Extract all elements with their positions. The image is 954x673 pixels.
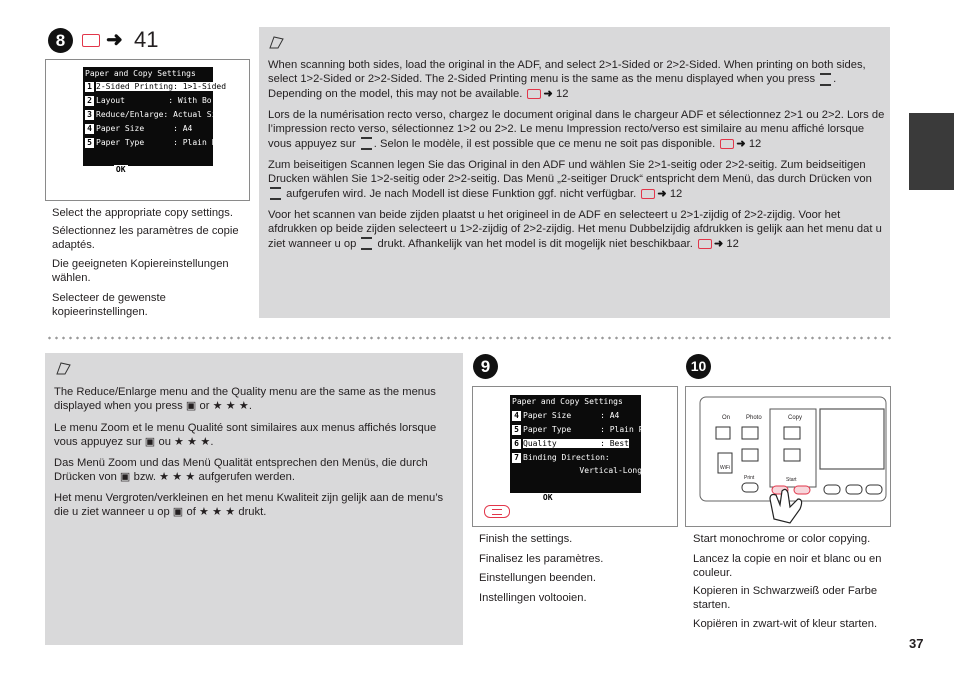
step9-caption-fr: Finalisez les paramètres. — [479, 553, 604, 565]
step10-caption-en: Start monochrome or color copying. — [693, 533, 871, 545]
caption-nl: Selecteer de gewenste kopieerinstellingen. — [52, 292, 166, 319]
page-number: 37 — [909, 636, 924, 651]
step9-caption-nl: Instellingen voltooien. — [479, 592, 587, 604]
lcd-row: Vertical-Long — [512, 466, 643, 475]
book-icon — [720, 139, 734, 149]
lcd-row: 2 Layout : With Border — [85, 95, 231, 107]
stars-icon: ★ ★ ★ — [174, 436, 211, 449]
lcd-screen — [510, 395, 663, 514]
lcd-row: 6 Quality : Best — [512, 438, 629, 450]
lcd-row: 3 Reduce/Enlarge: Actual Size — [85, 109, 226, 121]
start-color-button[interactable] — [797, 484, 811, 493]
on-label: On — [722, 415, 731, 421]
step10-caption-nl: Kopiëren in zwart-wit of kleur starten. — [693, 618, 878, 630]
lcd-screen — [83, 67, 236, 186]
note2-de: Das Menü Zoom und das Menü Qualität entsprechen den Menüs, die durch Drücken von ▣ bzw. ★ ★ ★ aufgerufen werden. — [54, 457, 428, 484]
lcd-row: 5 Paper Type : Plain Paper — [512, 424, 663, 436]
copy-label: Copy — [788, 415, 803, 421]
note-pencil-icon — [56, 362, 72, 375]
step10-caption-de: Kopieren in Schwarzweiß oder Farbe starten. — [693, 585, 878, 612]
lcd-row: 1 2-Sided Printing: 1>1-Sided — [85, 81, 226, 93]
dotted-separator — [46, 336, 891, 340]
control-panel-illustration — [685, 386, 891, 527]
arrow-right-icon: ➜ — [106, 29, 123, 51]
copy-button-icon: ▣ — [119, 471, 131, 484]
start-bw-button[interactable] — [775, 484, 789, 493]
lcd-title: Paper and Copy Settings — [512, 397, 623, 406]
note2-nl: Het menu Vergroten/verkleinen en het menu Kwaliteit zijn gelijk aan de menu’s die u ziet wanneer u op ▣ of ★ ★ ★ drukt. — [54, 492, 444, 519]
menu-icon — [820, 73, 831, 86]
book-icon — [527, 89, 541, 99]
menu-icon — [361, 237, 372, 250]
lcd-row: 7 Binding Direction: — [512, 452, 610, 464]
copy-button-icon: ▣ — [185, 400, 197, 413]
note1-nl: Voor het scannen van beide zijden plaatst u het origineel in de ADF en selecteert u 2>1-zijdig of 2>2-zijdig. Voor het afdrukken op beide zijden selecteert u 1>2-zijdig of 2>2-zijdig. Het menu Dubbelzijdig afdrukken is gelijk aan het menu dat u ziet wanneer u op drukt. Afhankelijk van het model is dit mogelijk niet beschikbaar. ➜ 12 — [268, 209, 882, 250]
screen-illustration-frame — [472, 386, 678, 527]
screen-illustration-frame — [45, 59, 250, 201]
lcd-footer: OK Adjust ☰Done — [542, 493, 589, 514]
menu-button-icon — [484, 505, 510, 518]
note2-fr: Le menu Zoom et le menu Qualité sont similaires aux menus affichés lorsque vous appuyez sur ▣ ou ★ ★ ★. — [54, 422, 437, 449]
lcd-footer: OK Adjust ☰Done — [115, 165, 162, 186]
stars-icon: ★ ★ ★ — [212, 400, 249, 413]
book-icon — [641, 189, 655, 199]
caption-en: Select the appropriate copy settings. — [52, 207, 233, 219]
book-icon — [80, 32, 102, 50]
menu-icon: ☰ — [131, 177, 140, 186]
lcd-row: 4 Paper Size : A4 — [85, 123, 192, 135]
arrow-right-icon: ➜ — [713, 237, 724, 250]
copy-button-icon: ▣ — [144, 436, 156, 449]
note1-fr: Lors de la numérisation recto verso, chargez le document original dans le chargeur ADF et sélectionnez 2>1 ou 2>2. Lors de l’impression recto verso, sélectionnez 1>2 ou 2>2. Le menu Impression recto/verso est similaire au menu affiché lorsque vous appuyez sur . Selon le modèle, il est possible que ce menu ne soit pas disponible. ➜ 12 — [268, 109, 885, 150]
note1-en: When scanning both sides, load the original in the ADF, and select 2>1-Sided or 2>2-Sided. When printing on both sides, select 1>2-Sided or 2>2-Sided. The 2-Sided Printing menu is the same as the menu displayed when you press . Depending on the model, this may not be available. ➜ 12 — [268, 59, 866, 100]
menu-icon — [361, 137, 372, 150]
chapter-side-tab — [909, 113, 954, 190]
wifi-label: WiFi — [720, 465, 730, 471]
step-number-badge: 8 — [48, 28, 73, 53]
lcd-title: Paper and Copy Settings — [85, 69, 196, 78]
copy-button-icon: ▣ — [172, 506, 184, 519]
stars-icon: ★ ★ ★ — [159, 471, 196, 484]
arrow-right-icon: ➜ — [736, 137, 746, 150]
stars-icon: ★ ★ ★ — [198, 506, 236, 519]
note2-en: The Reduce/Enlarge menu and the Quality menu are the same as the menus displayed when you press ▣ or ★ ★ ★. — [54, 386, 436, 413]
caption-fr: Sélectionnez les paramètres de copie adaptés. — [52, 225, 239, 252]
step9-caption-de: Einstellungen beenden. — [479, 572, 596, 584]
print-label: Print — [744, 475, 755, 481]
note1-de: Zum beiseitigen Scannen legen Sie das Original in den ADF und wählen Sie 2>1-seitig oder 2>2-seitig. Zum beidseitigen Drucken wählen Sie 1>2-seitig oder 2>2-seitig. Das Menü „2-seitiger Druck“ entspricht dem Menü, das durch Drücken von aufgerufen wird. Je nach Modell ist diese Funktion ggf. nicht verfügbar. ➜ 12 — [268, 159, 872, 200]
hand-pointer-icon — [783, 507, 784, 508]
step10-caption-fr: Lancez la copie en noir et blanc ou en couleur. — [693, 553, 882, 580]
photo-label: Photo — [746, 415, 762, 421]
step-10-badge: 10 — [686, 354, 711, 379]
lcd-row: 4 Paper Size : A4 — [512, 410, 619, 422]
step9-caption-en: Finish the settings. — [479, 533, 573, 545]
note-pencil-icon — [269, 36, 285, 49]
start-label: Start — [786, 477, 797, 483]
menu-icon: ☰ — [558, 505, 567, 514]
book-icon — [698, 239, 712, 249]
lcd-row: 5 Paper Type : Plain Paper — [85, 137, 236, 149]
arrow-right-icon: ➜ — [657, 187, 667, 200]
printer-panel-drawing — [686, 387, 890, 526]
step-9-badge: 9 — [473, 354, 498, 379]
caption-de: Die geeigneten Kopiereinstellungen wählen. — [52, 258, 229, 285]
menu-icon — [270, 187, 281, 200]
page-reference: 41 — [134, 27, 159, 52]
arrow-right-icon: ➜ — [543, 87, 553, 100]
